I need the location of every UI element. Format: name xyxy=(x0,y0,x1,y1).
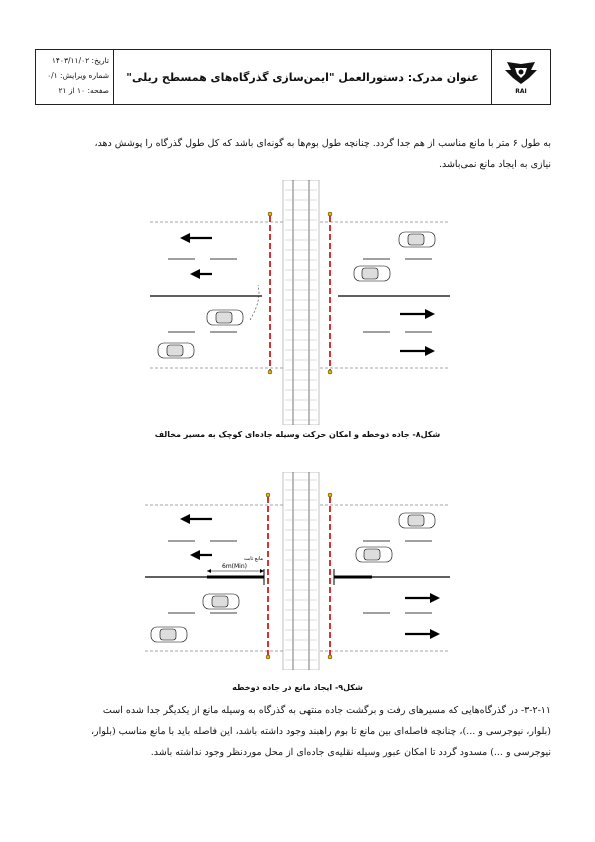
document-title: عنوان مدرک: دستورالعمل "ایمن‌سازی گذرگاه‌های همسطح ریلی" xyxy=(126,70,479,84)
paragraph-line: نیازی به ایجاد مانع نمی‌باشد. xyxy=(438,159,551,170)
arrow-right-icon xyxy=(400,309,435,319)
paragraph-line: به طول ۶ متر با مانع مناسب از هم جدا گردد. چنانچه طول بوم‌ها به گونه‌ای باشد که کل طول گذرگاه را پوشش دهد، xyxy=(94,138,551,149)
arrow-right-icon xyxy=(405,629,440,639)
car-icon xyxy=(399,513,435,528)
figure-8-caption: شکل۸- جاده دوخطه و امکان حرکت وسیله جاده‌ای کوچک به مسیر مخالف xyxy=(154,430,441,439)
paragraph-line: (بلوار، نیوجرسی و ...)، چنانچه فاصله‌ای بین مانع تا بوم راهبند وجود داشته باشد، این فاصله باید با مانع مناسب (بلوار، xyxy=(90,726,551,737)
car-icon xyxy=(158,343,194,358)
arrow-left-icon xyxy=(180,514,212,524)
arrow-right-icon xyxy=(400,346,435,356)
header-page: صفحه: ۱۰ از ۲۱ xyxy=(58,86,109,95)
logo-text: RAI xyxy=(515,87,527,95)
car-icon xyxy=(354,266,390,281)
paragraph-line: ۳-۲-۱۱- در گذرگاه‌هایی که مسیرهای رفت و برگشت جاده منتهی به گذرگاه به وسیله مانع از یکدیگر جدا شده است xyxy=(102,705,551,716)
paragraph-bottom xyxy=(45,700,551,763)
arrow-left-icon xyxy=(180,233,212,243)
header-info-cell xyxy=(36,50,114,104)
header-date: تاریخ: ۱۴۰۳/۱۱/۰۲ xyxy=(51,56,109,65)
arrow-left-icon xyxy=(190,550,212,560)
header-logo-cell xyxy=(492,50,550,104)
figure-8-diagram xyxy=(150,180,450,425)
car-icon xyxy=(151,627,187,642)
header-title-cell xyxy=(114,50,492,104)
car-icon xyxy=(399,232,435,247)
car-icon xyxy=(207,310,243,325)
header-revision: شماره ویرایش: ۰/۱ xyxy=(47,71,109,80)
barrier-label: مانع ثابت xyxy=(244,556,264,562)
car-icon xyxy=(356,547,392,562)
rai-logo-icon xyxy=(501,60,541,88)
car-icon xyxy=(203,594,239,609)
paragraph-top xyxy=(45,133,551,175)
arrow-right-icon xyxy=(405,593,440,603)
document-header xyxy=(35,49,551,105)
figure-9-diagram xyxy=(145,472,450,670)
arrow-left-icon xyxy=(190,269,212,279)
figure-9-caption: شکل۹- ایجاد مانع در جاده دوخطه xyxy=(232,683,363,692)
dimension-label: 6m(Min) xyxy=(222,563,247,570)
paragraph-line: نیوجرسی و ...) مسدود گردد تا امکان عبور وسیله نقلیه‌ی جاده‌ای از محل موردنظر وجود نداشته باشد. xyxy=(150,747,551,758)
